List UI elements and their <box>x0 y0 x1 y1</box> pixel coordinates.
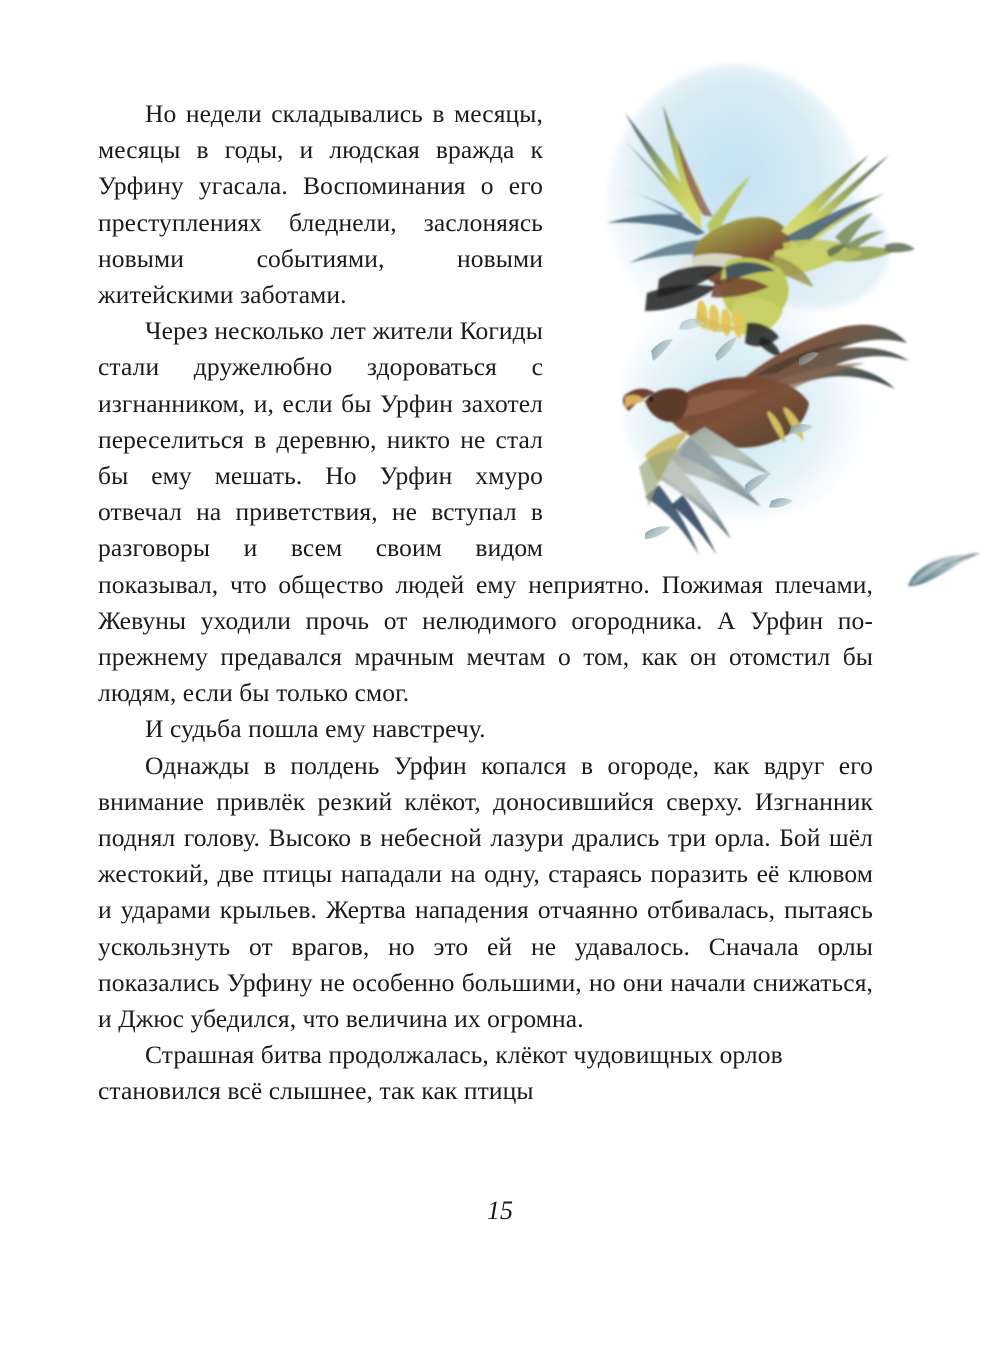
paragraph-4: Однажды в полдень Урфин копался в огороде, как вдруг его внимание привлёк резкий клёкот, доносившийся сверху. Изгнанник поднял голову. Высоко в небесной лазури дрались три орла. Бой шёл жестокий, две птицы нападали на одну, стараясь поразить её клювом и ударами крыльев. Жертва нападения отчаянно отбивалась, пытаясь ускользнуть от врагов, но это ей не удавалось. Сначала орлы показались Урфину не особенно большими, но они начали снижаться, и Джюс убедился, что величина их огромна. <box>98 750 873 1034</box>
body-text <box>98 96 873 1110</box>
paragraph-1: Но недели складывались в месяцы, месяцы в годы, и людская вражда к Урфину угасала. Воспоминания о его преступлениях бледнели, заслоняясь новыми событиями, новыми житейскими заботами. <box>98 99 543 310</box>
page-number: 15 <box>487 1196 513 1225</box>
paragraph-5: Страшная битва продолжалась, клёкот чудовищных орлов становился всё слышнее, так как птицы <box>98 1040 783 1106</box>
paragraph-3: И судьба пошла ему навстречу. <box>145 714 486 744</box>
illustration-wrap-shape <box>543 96 873 544</box>
floating-feather-icon <box>898 540 988 610</box>
paragraph-2: Через несколько лет жители Когиды стали дружелюбно здороваться с изгнанником, и, если бы Урфин захотел переселиться в деревню, никто не стал бы ему мешать. Но Урфин хмуро отвечал на приветствия, не вступал в разговоры и всем своим видом показывал, что общество людей ему неприятно. Пожимая плечами, Жевуны уходили прочь от нелюдимого огородника. А Урфин по-прежнему предавался мрачным мечтам о том, как он отомстил бы людям, если бы только смог. <box>98 316 873 708</box>
